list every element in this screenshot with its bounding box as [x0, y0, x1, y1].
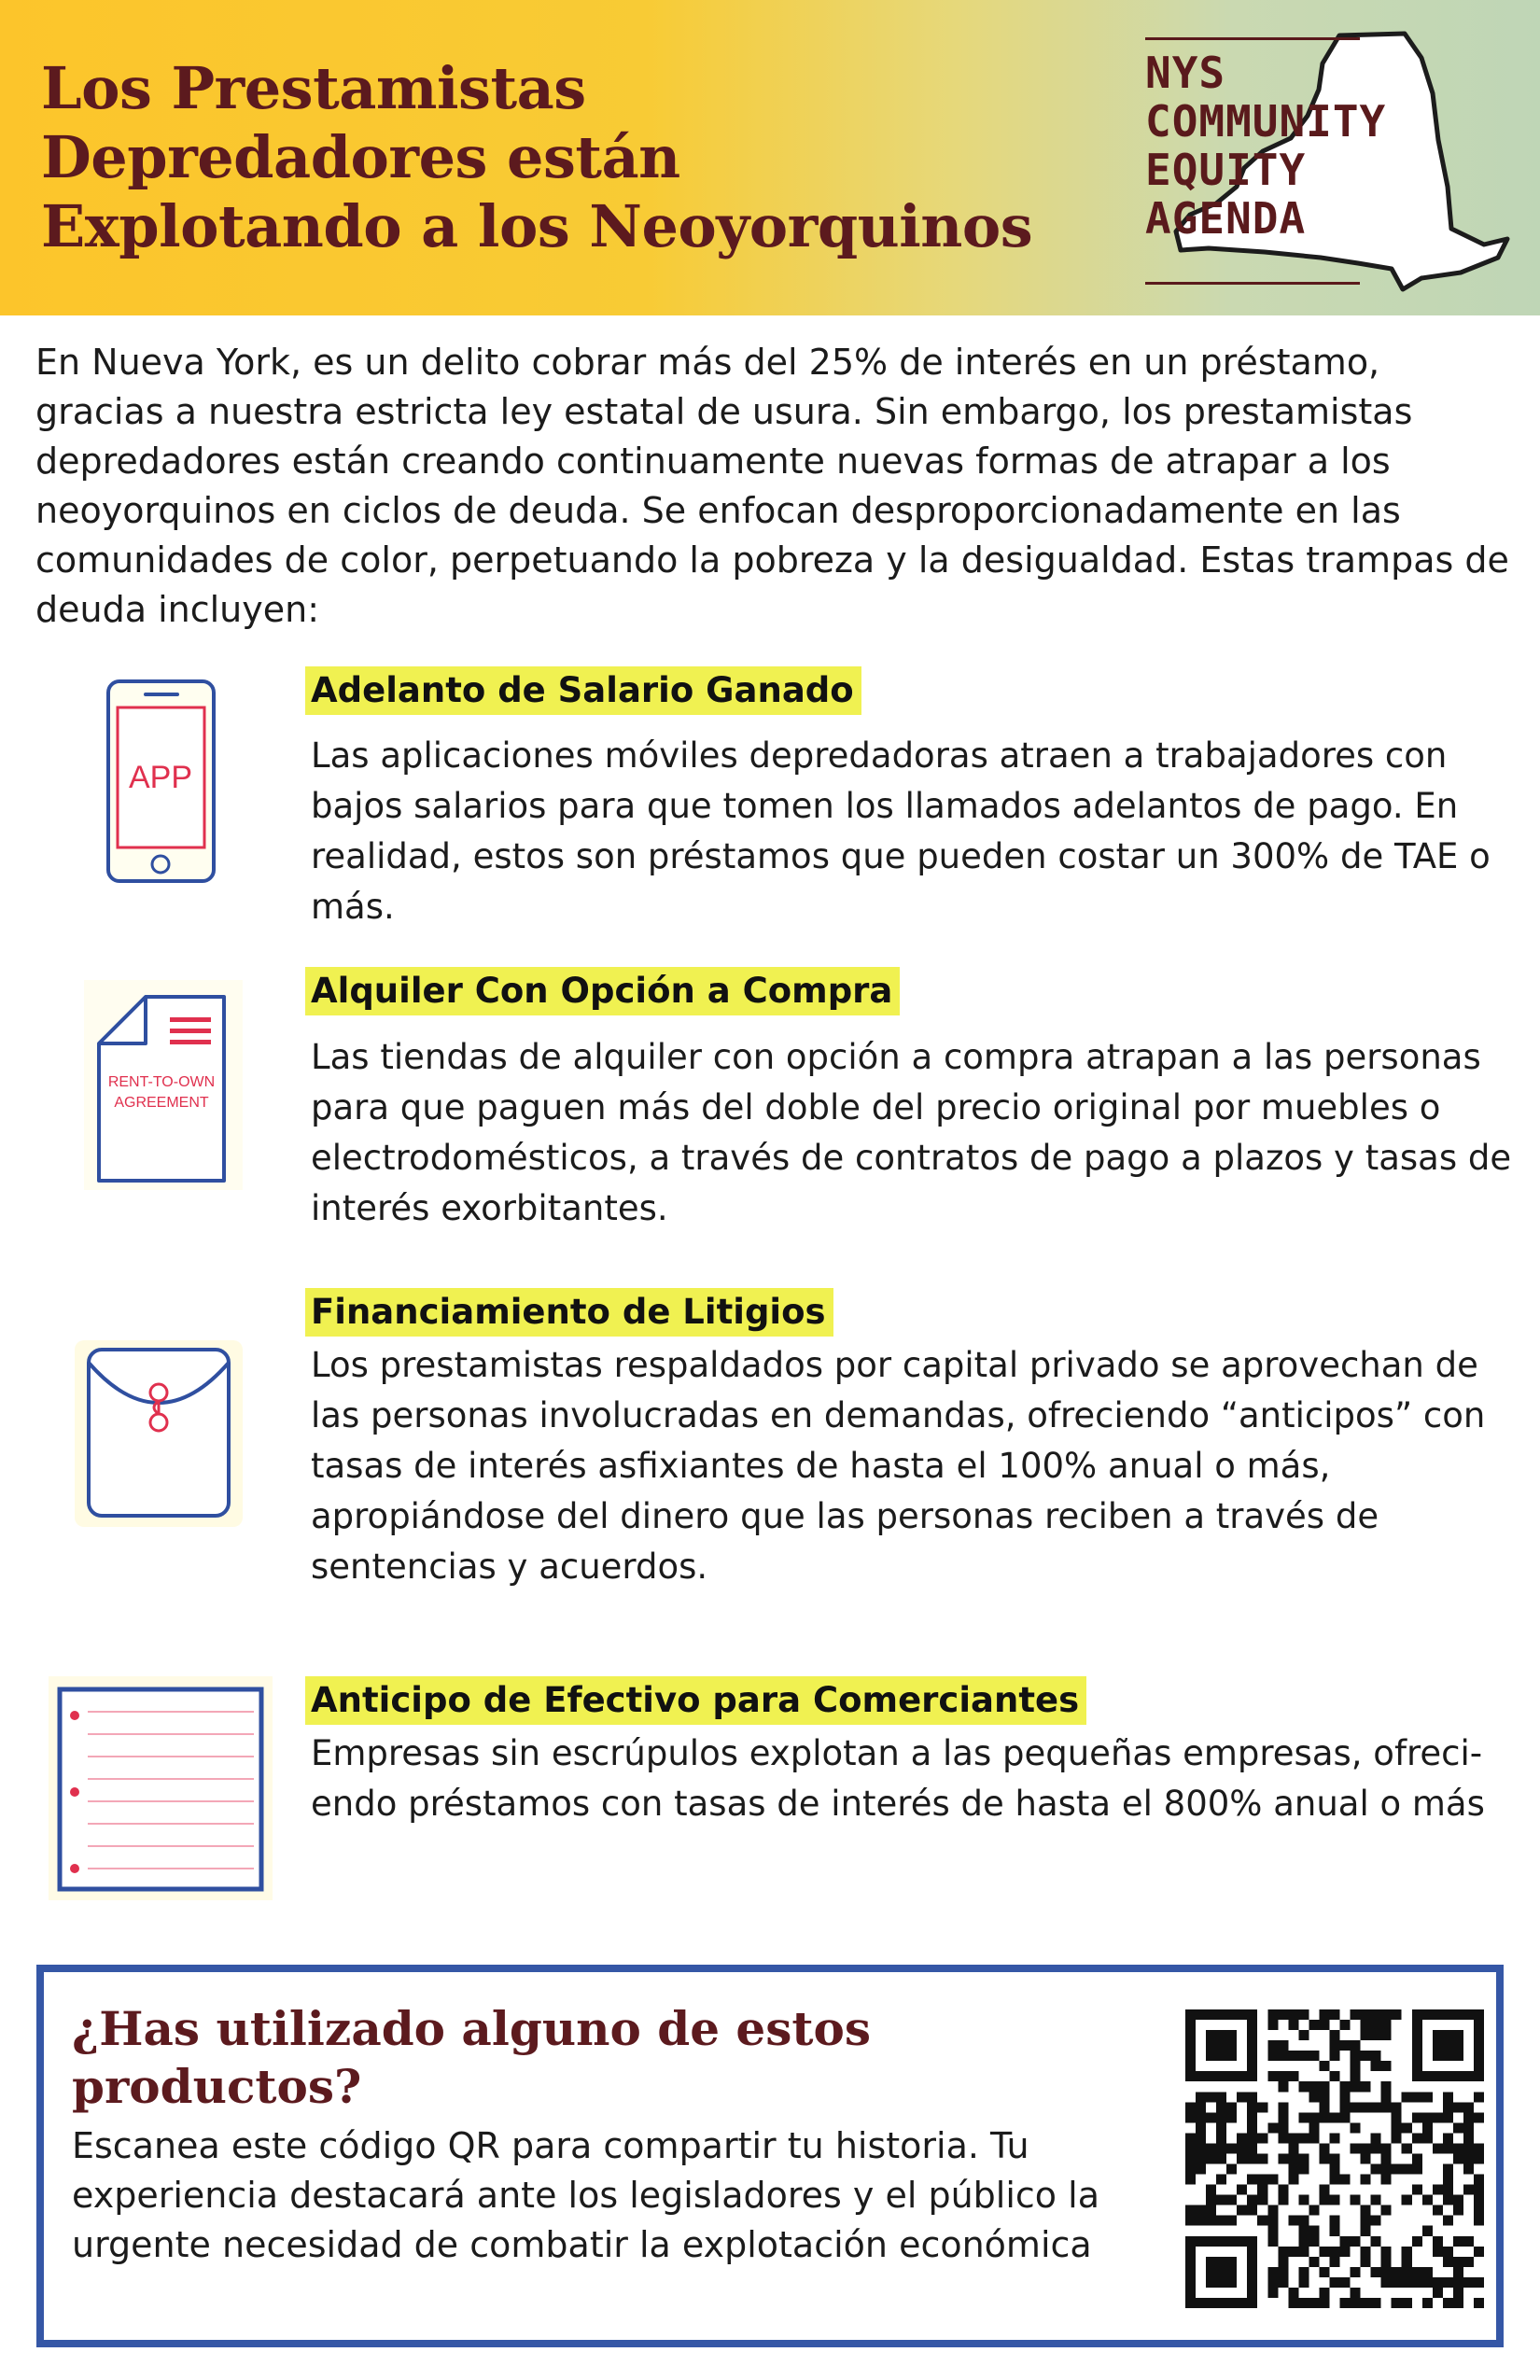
lined-notepad-icon [49, 1676, 273, 1900]
logo-line-2: COMMUNITY [1145, 96, 1387, 147]
logo-line-1: NYS [1145, 48, 1226, 98]
phone-icon [103, 678, 219, 885]
intro-paragraph: En Nueva York, es un delito cobrar más del 25% de interés en un préstamo, gracias a nuestra estricta ley estatal de usura. Sin embargo, los prestamistas depredadores están creando continuamente nuevas formas de atrapar a los neoyorquinos en ciclos de deuda. Se enfocan desproporcionadamente en las comunidades de color, perpetuando la pobreza y la desigualdad. Estas trampas de deuda incluyen: [35, 342, 1509, 630]
app-icon-label: APP [128, 760, 193, 795]
item-description: Las aplicaciones móviles depredadoras atraen a trabajadores con bajos salarios para que tomen los llamados adelantos de pago. En realidad, estos son préstamos que pueden costar un 300% de TAE o más. [311, 735, 1491, 927]
logo-line-4: AGENDA [1145, 193, 1307, 244]
string-envelope-icon [75, 1340, 243, 1527]
page-title [41, 54, 1032, 261]
item-title: Adelanto de Salario Ganado [305, 666, 861, 715]
callout-text: Escanea este código QR para compartir tu historia. Tu experiencia destacará ante los legisladores y el público la urgente necesidad de combatir la explotación económica [72, 2125, 1099, 2265]
header-banner [0, 0, 1540, 315]
item-title: Alquiler Con Opción a Compra [305, 967, 900, 1015]
contract-document-icon [84, 980, 243, 1190]
share-story-callout [36, 1965, 1504, 2347]
item-description: Empresas sin escrúpulos explotan a las pequeñas empresas, ofreci-endo préstamos con tasas de interés de hasta el 800% anual o más [311, 1733, 1485, 1824]
callout-title: ¿Has utilizado alguno de estos productos? [72, 2001, 871, 2114]
item-description: Los prestamistas respaldados por capital privado se aprovechan de las personas involucradas en demandas, ofreciendo “anticipos” con tasas de interés asfixiantes de hasta el 100% anual o más, apropiándose del dinero que las personas reciben a través de sentencias y acuerdos. [311, 1345, 1486, 1587]
item-description: Las tiendas de alquiler con opción a compra atrapan a las personas para que paguen más del doble del precio original por muebles o electrodomésticos, a través de contratos de pago a plazos y tasas de interés exorbitantes. [311, 1037, 1512, 1228]
contract-icon-label-line-2: AGREEMENT [114, 1095, 209, 1111]
title-line-2: Depredadores están [41, 123, 680, 191]
nys-community-equity-agenda-logo [1125, 28, 1517, 299]
logo-line-3: EQUITY [1145, 145, 1307, 195]
logo-rule-top [1145, 37, 1360, 40]
contract-icon-label-line-1: RENT-TO-OWN [107, 1074, 216, 1090]
qr-code-icon[interactable] [1185, 2009, 1484, 2308]
title-line-1: Los Prestamistas [41, 54, 586, 122]
item-title: Anticipo de Efectivo para Comerciantes [305, 1676, 1086, 1725]
title-line-3: Explotando a los Neoyorquinos [41, 192, 1033, 260]
item-title: Financiamiento de Litigios [305, 1288, 833, 1337]
logo-wordmark [1145, 49, 1386, 243]
logo-rule-bottom [1145, 282, 1360, 285]
